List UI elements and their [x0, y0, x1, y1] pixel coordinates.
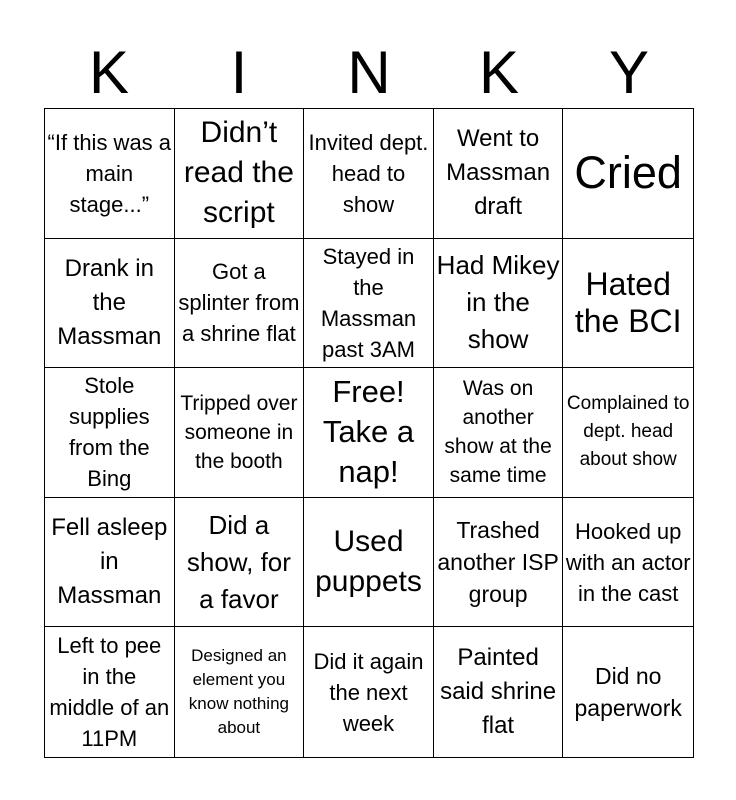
cell-text: Had Mikey in the show [436, 250, 560, 355]
cell-text: Got a splinter from a shrine flat [178, 259, 300, 347]
bingo-cell[interactable] [563, 368, 693, 498]
cell-text: Painted said shrine flat [440, 644, 557, 740]
bingo-header [44, 38, 694, 108]
bingo-cell[interactable] [175, 627, 305, 757]
cell-text: Free! Take a nap! [322, 374, 415, 490]
bingo-cell[interactable] [45, 627, 175, 757]
bingo-cell[interactable] [45, 498, 175, 628]
bingo-cell[interactable] [175, 368, 305, 498]
cell-text: Drank in the Massman [57, 254, 162, 350]
bingo-grid [44, 108, 694, 758]
cell-text: Invited dept. head to show [308, 129, 429, 217]
cell-text: Trashed another ISP group [437, 517, 559, 608]
header-letter-n: N [347, 39, 391, 106]
cell-text: Designed an element you know nothing about [188, 646, 289, 738]
cell-text: Left to pee in the middle of an 11PM [49, 633, 170, 752]
cell-text: “If this was a main stage...” [47, 129, 172, 217]
bingo-cell[interactable] [434, 627, 564, 757]
cell-text: Fell asleep in Massman [51, 514, 168, 610]
bingo-cell[interactable] [175, 109, 305, 239]
bingo-cell[interactable] [175, 239, 305, 369]
bingo-cell[interactable] [45, 239, 175, 369]
cell-text: Tripped over someone in the booth [180, 391, 298, 473]
bingo-cell[interactable] [304, 109, 434, 239]
bingo-cell[interactable] [304, 239, 434, 369]
cell-text: Used puppets [315, 525, 422, 599]
bingo-cell[interactable] [304, 368, 434, 498]
bingo-cell[interactable] [563, 239, 693, 369]
cell-text: Cried [574, 147, 682, 199]
header-letter-k2: K [478, 39, 520, 106]
bingo-cell[interactable] [434, 239, 564, 369]
cell-text: Was on another show at the same time [444, 377, 552, 488]
bingo-cell[interactable] [175, 498, 305, 628]
cell-text: Did no paperwork [574, 663, 682, 722]
cell-text: Complained to dept. head about show [566, 393, 690, 471]
cell-text: Did it again the next week [313, 648, 424, 736]
bingo-cell[interactable] [563, 498, 693, 628]
bingo-cell[interactable] [563, 109, 693, 239]
bingo-cell[interactable] [434, 498, 564, 628]
bingo-cell[interactable] [563, 627, 693, 757]
cell-text: Hooked up with an actor in the cast [565, 518, 691, 606]
cell-text: Stayed in the Massman past 3AM [320, 243, 417, 362]
header-letter-y: Y [608, 39, 650, 106]
header-letter-k1: K [88, 39, 130, 106]
cell-text: Didn’t read the script [183, 116, 294, 230]
cell-text: Stole supplies from the Bing [68, 373, 150, 492]
bingo-cell[interactable] [304, 627, 434, 757]
cell-text: Did a show, for a favor [186, 509, 291, 614]
header-letter-i: I [230, 39, 248, 106]
bingo-cell[interactable] [434, 368, 564, 498]
cell-text: Hated the BCI [574, 265, 682, 339]
bingo-cell[interactable] [45, 368, 175, 498]
cell-text: Went to Massman draft [446, 125, 551, 221]
bingo-cell[interactable] [45, 109, 175, 239]
bingo-cell[interactable] [304, 498, 434, 628]
bingo-cell[interactable] [434, 109, 564, 239]
